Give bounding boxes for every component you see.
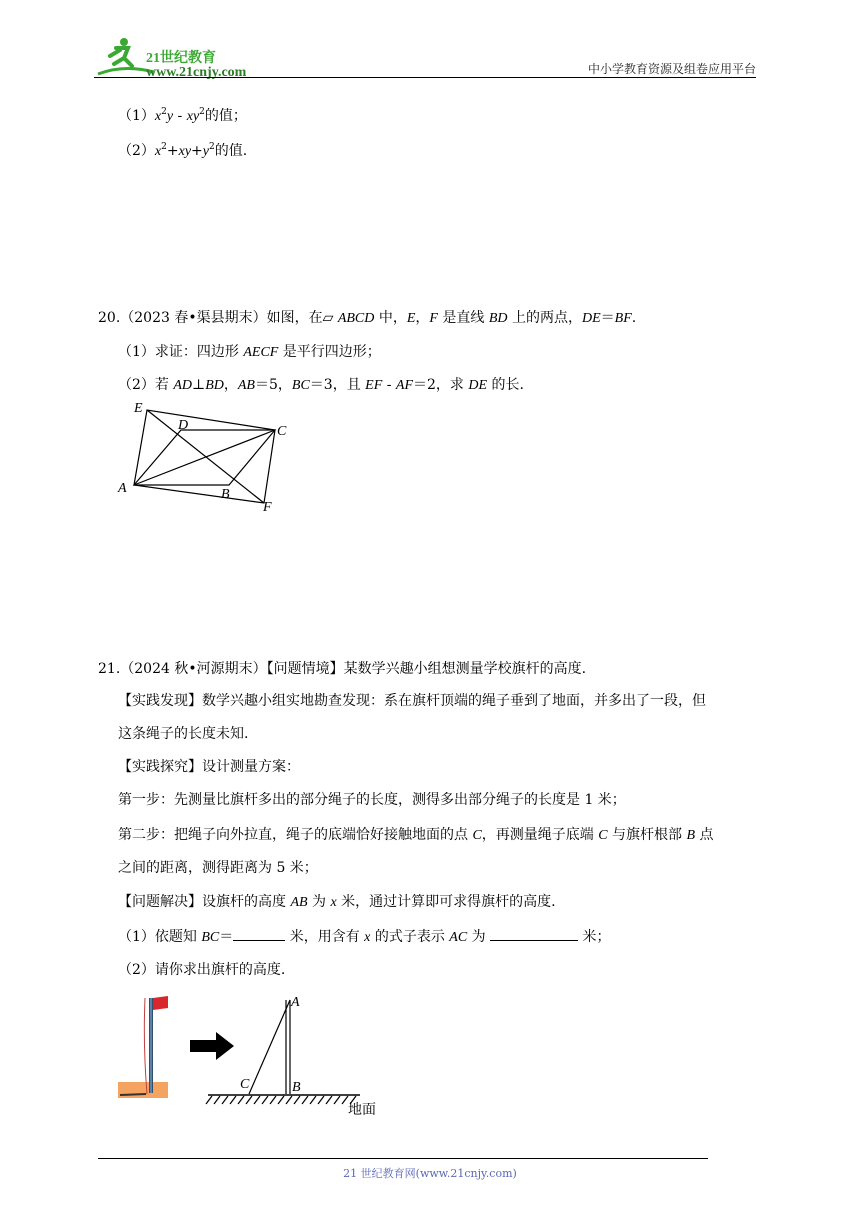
- label-B: B: [221, 487, 230, 502]
- site-logo: [94, 34, 264, 82]
- flagpole-figure: [116, 990, 386, 1120]
- label-C: C: [240, 1077, 250, 1092]
- svg-text:21世纪教育: 21世纪教育: [146, 51, 216, 66]
- flagpole-photo: [118, 996, 168, 1098]
- q21-part2: （2）请你求出旗杆的高度.: [118, 962, 286, 978]
- svg-text:www.21cnjy.com: www.21cnjy.com: [146, 65, 247, 80]
- label-D: D: [178, 418, 189, 433]
- label-A: A: [291, 995, 300, 1010]
- platform-name: 中小学教育资源及组卷应用平台: [587, 62, 756, 76]
- flag-icon: [153, 996, 168, 1010]
- q21-solve: 【问题解决】设旗杆的高度 AB 为 x 米，通过计算即可求得旗杆的高度.: [118, 894, 556, 910]
- label-F: F: [263, 500, 272, 515]
- q21-explore: 【实践探究】设计测量方案：: [118, 759, 300, 775]
- q21-discover-1: 【实践发现】数学兴趣小组实地勘查发现：系在旗杆顶端的绳子垂到了地面，并多出了一段，但: [118, 693, 706, 709]
- q20-part1: （1）求证：四边形 AECF 是平行四边形；: [118, 344, 381, 360]
- answer-blank-bc[interactable]: [233, 926, 285, 941]
- q21-step2b: 之间的距离，测得距离为 5 米；: [118, 860, 318, 876]
- label-C: C: [277, 424, 287, 439]
- answer-blank-ac[interactable]: [490, 926, 578, 941]
- q21-discover-2: 这条绳子的长度未知.: [118, 726, 249, 742]
- q20-stem: 20.（2023 春•渠县期末）如图，在▱ ABCD 中，E，F 是直线 BD 上的两点，DE＝BF.: [98, 310, 637, 326]
- parallelogram-figure: [112, 398, 302, 518]
- ground-label: 地面: [348, 1102, 376, 1118]
- header-divider: [94, 77, 756, 78]
- label-E: E: [134, 401, 143, 416]
- footer-text: 21 世纪教育网(www.21cnjy.com): [343, 1167, 517, 1180]
- arrow-right-icon: [190, 1032, 234, 1060]
- q21-part1: （1）依题知 BC＝ 米，用含有 x 的式子表示 AC 为 米；: [118, 926, 611, 948]
- q19-part1: $(1)x^2y - xy^2$的值；: [118, 107, 247, 124]
- q20-part2: （2）若 AD⊥BD，AB＝5，BC＝3，且 EF - AF＝2，求 DE 的长.: [118, 377, 524, 393]
- q19-part2: $(2)x^2+xy+y^2$的值.: [118, 142, 248, 159]
- q21-step1: 第一步：先测量比旗杆多出的部分绳子的长度，测得多出部分绳子的长度是 1 米；: [118, 792, 626, 808]
- q21-stem: 21.（2024 秋•河源期末）【问题情境】某数学兴趣小组想测量学校旗杆的高度.: [98, 661, 587, 677]
- q21-step2a: 第二步：把绳子向外拉直，绳子的底端恰好接触地面的点 C，再测量绳子底端 C 与旗杆根部 B 点: [118, 827, 714, 843]
- label-B: B: [292, 1080, 301, 1095]
- footer-divider: [98, 1158, 708, 1159]
- label-A: A: [118, 481, 127, 496]
